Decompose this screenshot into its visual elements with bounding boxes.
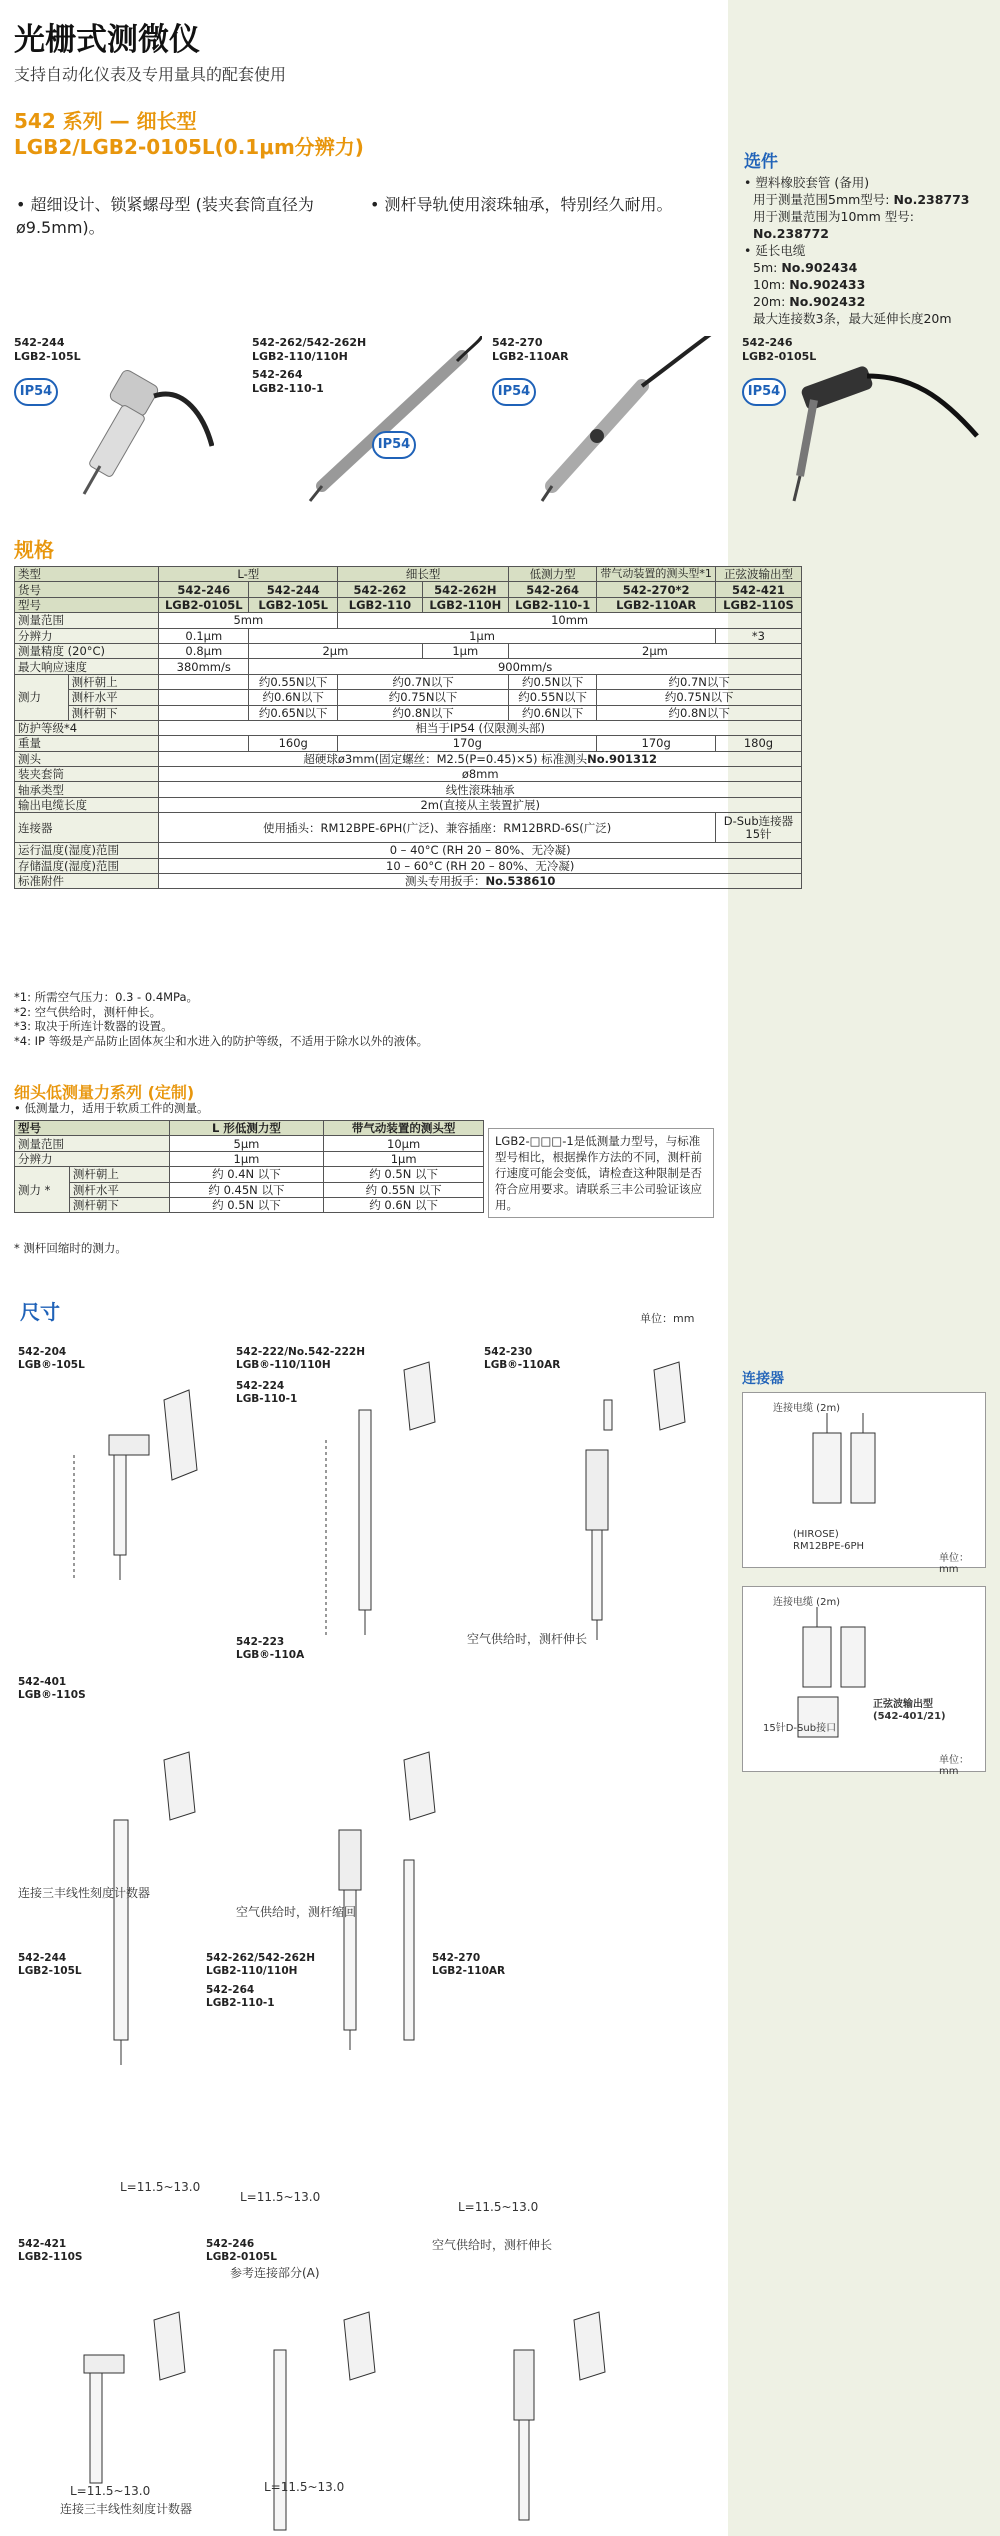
- ref-label: 参考连接部分(A): [230, 2266, 320, 2280]
- connector-box-1: 连接电缆 (2m) (HIROSE) RM12BPE-6PH 单位：mm: [742, 1392, 986, 1568]
- dim-label-542-270: 542-270 LGB2-110AR: [432, 1952, 506, 1977]
- dimension-drawings: [14, 1340, 734, 2536]
- product-542-262: 542-262/542-262H LGB2-110/110H 542-264 LGB2-110-1 IP54: [252, 336, 482, 516]
- connector-drawing: [743, 1587, 987, 1773]
- air-caption-1: 空气供给时，测杆伸长: [467, 1632, 588, 1646]
- connector-title: 连接器: [742, 1371, 784, 1387]
- spec-footnotes: *1: 所需空气压力：0.3 - 0.4MPa。 *2: 空气供给时，测杆伸长。 *3: 取决于所连计数器的设置。 *4: IP 等级是产品防止固体灰尘和水进入的防护等级，不适用于除水以外的液体。: [14, 990, 429, 1048]
- dim-label-542-230: 542-230 LGB®-110AR: [484, 1346, 561, 1371]
- options-title: 选件: [744, 152, 778, 172]
- page-subtitle: 支持自动化仪表及专用量具的配套使用: [14, 65, 287, 84]
- product-542-270: 542-270 LGB2-110AR IP54: [492, 336, 722, 516]
- dim-label-542-421: 542-421 LGB2-110S: [18, 2238, 83, 2263]
- product-image: [492, 336, 722, 516]
- lowforce-note: * 测杆回缩时的测力。: [14, 1241, 127, 1255]
- page-title: 光栅式测微仪: [14, 22, 200, 58]
- counter-caption-2: 连接三丰线性刻度计数器: [60, 2502, 193, 2516]
- length-label: L=11.5~13.0: [120, 2180, 201, 2194]
- dim-label-542-204: 542-204 LGB®-105L: [18, 1346, 85, 1371]
- product-542-246: 542-246 LGB2-0105L IP54: [742, 336, 982, 516]
- dim-label-542-262b: 542-262/542-262H LGB2-110/110H 542-264 LGB2-110-1: [206, 1952, 316, 2009]
- ip54-badge: IP54: [492, 378, 536, 406]
- lowforce-table: 型号 L 形低测力型 带气动装置的测头型 测量范围 5μm 10μm 分辨力 1μm 1μm 测力 * 测杆朝上 约 0.4N 以下 约 0.5N 以下 测杆水平 约 0.45N 以下 约 0.55N 以下 测杆朝下 约 0.5N 以下 约 0.6N 以下: [14, 1120, 484, 1213]
- product-image: [14, 336, 214, 516]
- dim-label-542-222: 542-222/No.542-222H LGB®-110/110H 542-224 LGB-110-1: [236, 1346, 365, 1405]
- connector-box-2: 连接电缆 (2m) 正弦波输出型 (542-401/21) 15针D-Sub接口 单位：mm: [742, 1586, 986, 1772]
- feature-1: • 超细设计、锁紧螺母型 (装夹套筒直径为ø9.5mm)。: [16, 195, 314, 237]
- product-image: [252, 336, 482, 516]
- counter-caption-1: 连接三丰线性刻度计数器: [18, 1886, 151, 1900]
- connector-drawing: [743, 1393, 987, 1569]
- options-panel: 选件 • 塑料橡胶套管 (备用) 用于测量范围5mm型号: No.238773 用于测量范围为10mm 型号: No.238772 • 延长电缆 5m: No.902434 10m: No.902433 20m: No.902432 最大连接数3条，最大延伸长度20m: [744, 154, 984, 327]
- length-label: L=11.5~13.0: [458, 2200, 539, 2214]
- ip54-badge: IP54: [14, 378, 58, 406]
- lowforce-title: 细头低测量力系列 (定制): [14, 1083, 195, 1102]
- product-542-244: 542-244 LGB2-105L IP54: [14, 336, 214, 516]
- length-label: L=11.5~13.0: [240, 2190, 321, 2204]
- dim-label-542-246: 542-246 LGB2-0105L: [206, 2238, 277, 2263]
- air-caption-2: 空气供给时，测杆缩回: [236, 1905, 357, 1919]
- ip54-badge: IP54: [372, 431, 416, 459]
- length-label: L=11.5~13.0: [70, 2484, 151, 2498]
- spec-section-title: 规格: [14, 538, 54, 562]
- ip54-badge: IP54: [742, 378, 786, 406]
- dim-label-542-244: 542-244 LGB2-105L: [18, 1952, 82, 1977]
- lowforce-desc: • 低测量力，适用于软质工件的测量。: [14, 1101, 209, 1115]
- length-label: L=11.5~13.0: [264, 2480, 345, 2494]
- series-title: 542 系列 — 细长型 LGB2/LGB2-0105L(0.1μm分辨力): [14, 109, 364, 159]
- dim-label-542-401: 542-401 LGB®-110S: [18, 1676, 86, 1701]
- lowforce-info-box: LGB2-□□□-1是低测量力型号，与标准型号相比，根据操作方法的不同，测杆前行速度可能会变低，请检查这种限制是否符合应用要求。请联系三丰公司验证该应用。: [488, 1128, 714, 1218]
- unit-label: 单位：mm: [640, 1312, 695, 1325]
- dim-label-542-223: 542-223 LGB®-110A: [236, 1636, 305, 1661]
- product-image: [742, 336, 982, 516]
- spec-table: 类型 L-型 细长型 低测力型 带气动装置的测头型*1 正弦波输出型 货号 542-246 542-244 542-262 542-262H 542-264 542-270*2 542-421 型号 LGB2-0105L LGB2-105L LGB2-110 LGB2-110H LGB2-110-1 LGB2-110AR LGB2-110S 测量范围 5mm 10mm 分辨力 0.1μm 1μm *3 测量精度 (20°C) 0.8μm 2μm 1μm 2μm 最大响应速度 380mm/s 900mm/s 测力 测杆朝上 约0.55N以下 约0.7N以下 约0.5N以下 约0.7N以下 测杆水平 约0.6N以下 约0.75N以下 约0.55N以下 约0.75N以下 测杆朝下 约0.65N以下 约0.8N以下 约0.6N以下 约0.8N以下 防护等级*4 相当于IP54 (仅限测头部) 重量 160g 170g 170g 180g 测头 超硬球ø3mm(固定螺丝：M2.5(P=0.45)×5) 标准测头No.901312 装夹套筒 ø8mm 轴承类型 线性滚珠轴承 输出电缆长度 2m(直接从主装置扩展) 连接器 使用插头：RM12BPE-6PH(广泛)、兼容插座：RM12BRD-6S(广泛) D-Sub连接器 15针 运行温度(湿度)范围 0 – 40°C (RH 20 – 80%、无冷凝) 存储温度(湿度)范围 10 – 60°C (RH 20 – 80%、无冷凝) 标准附件 测头专用扳手：No.538610: [14, 566, 802, 889]
- feature-2: • 测杆导轨使用滚珠轴承，特别经久耐用。: [370, 195, 673, 214]
- dimension-section-title: 尺寸: [20, 1300, 60, 1324]
- air-caption-3: 空气供给时，测杆伸长: [432, 2238, 553, 2252]
